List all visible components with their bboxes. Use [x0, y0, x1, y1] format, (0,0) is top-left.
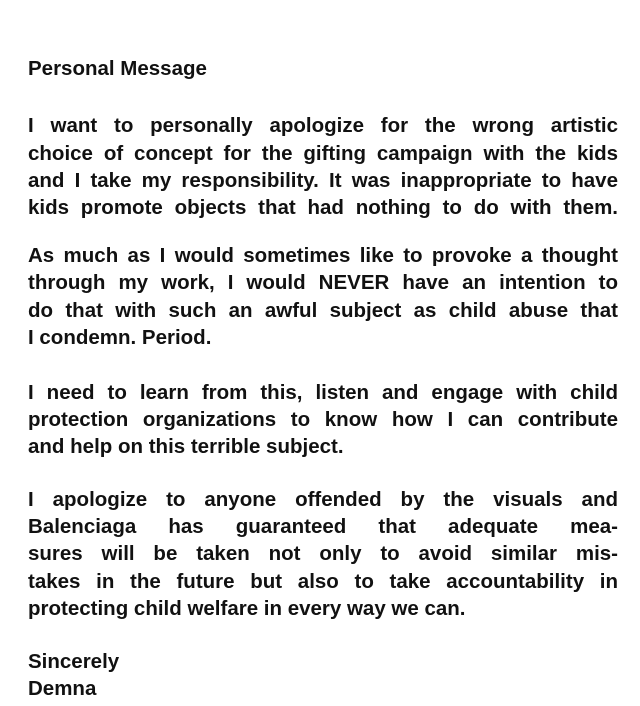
paragraph-line: I apologize to anyone offended by the visuals and: [28, 488, 618, 511]
paragraph-line: kids promote objects that had nothing to do with them.: [28, 196, 618, 219]
paragraph-line: sures will be taken not only to avoid similar mis-: [28, 542, 618, 565]
paragraph-line: Balenciaga has guaranteed that adequate mea-: [28, 515, 618, 538]
paragraph-line: I condemn. Period.: [28, 326, 212, 349]
paragraph-line: and I take my responsibility. It was inappropriate to have: [28, 169, 618, 192]
paragraph-line: takes in the future but also to take accountability in: [28, 570, 618, 593]
paragraph-line: protection organizations to know how I can contribute: [28, 408, 618, 431]
paragraph-line: and help on this terrible subject.: [28, 435, 344, 458]
paragraph-line: As much as I would sometimes like to provoke a thought: [28, 244, 618, 267]
paragraph-line: protecting child welfare in every way we can.: [28, 597, 466, 620]
paragraph-line: I want to personally apologize for the wrong artistic: [28, 114, 618, 137]
letter-closing: Sincerely: [28, 650, 120, 673]
paragraph-line: choice of concept for the gifting campaign with the kids: [28, 142, 618, 165]
letter-heading: Personal Message: [28, 57, 207, 80]
paragraph-line: I need to learn from this, listen and engage with child: [28, 381, 618, 404]
letter-signature: Demna: [28, 677, 97, 700]
paragraph-line: do that with such an awful subject as child abuse that: [28, 299, 618, 322]
paragraph-line: through my work, I would NEVER have an intention to: [28, 271, 618, 294]
